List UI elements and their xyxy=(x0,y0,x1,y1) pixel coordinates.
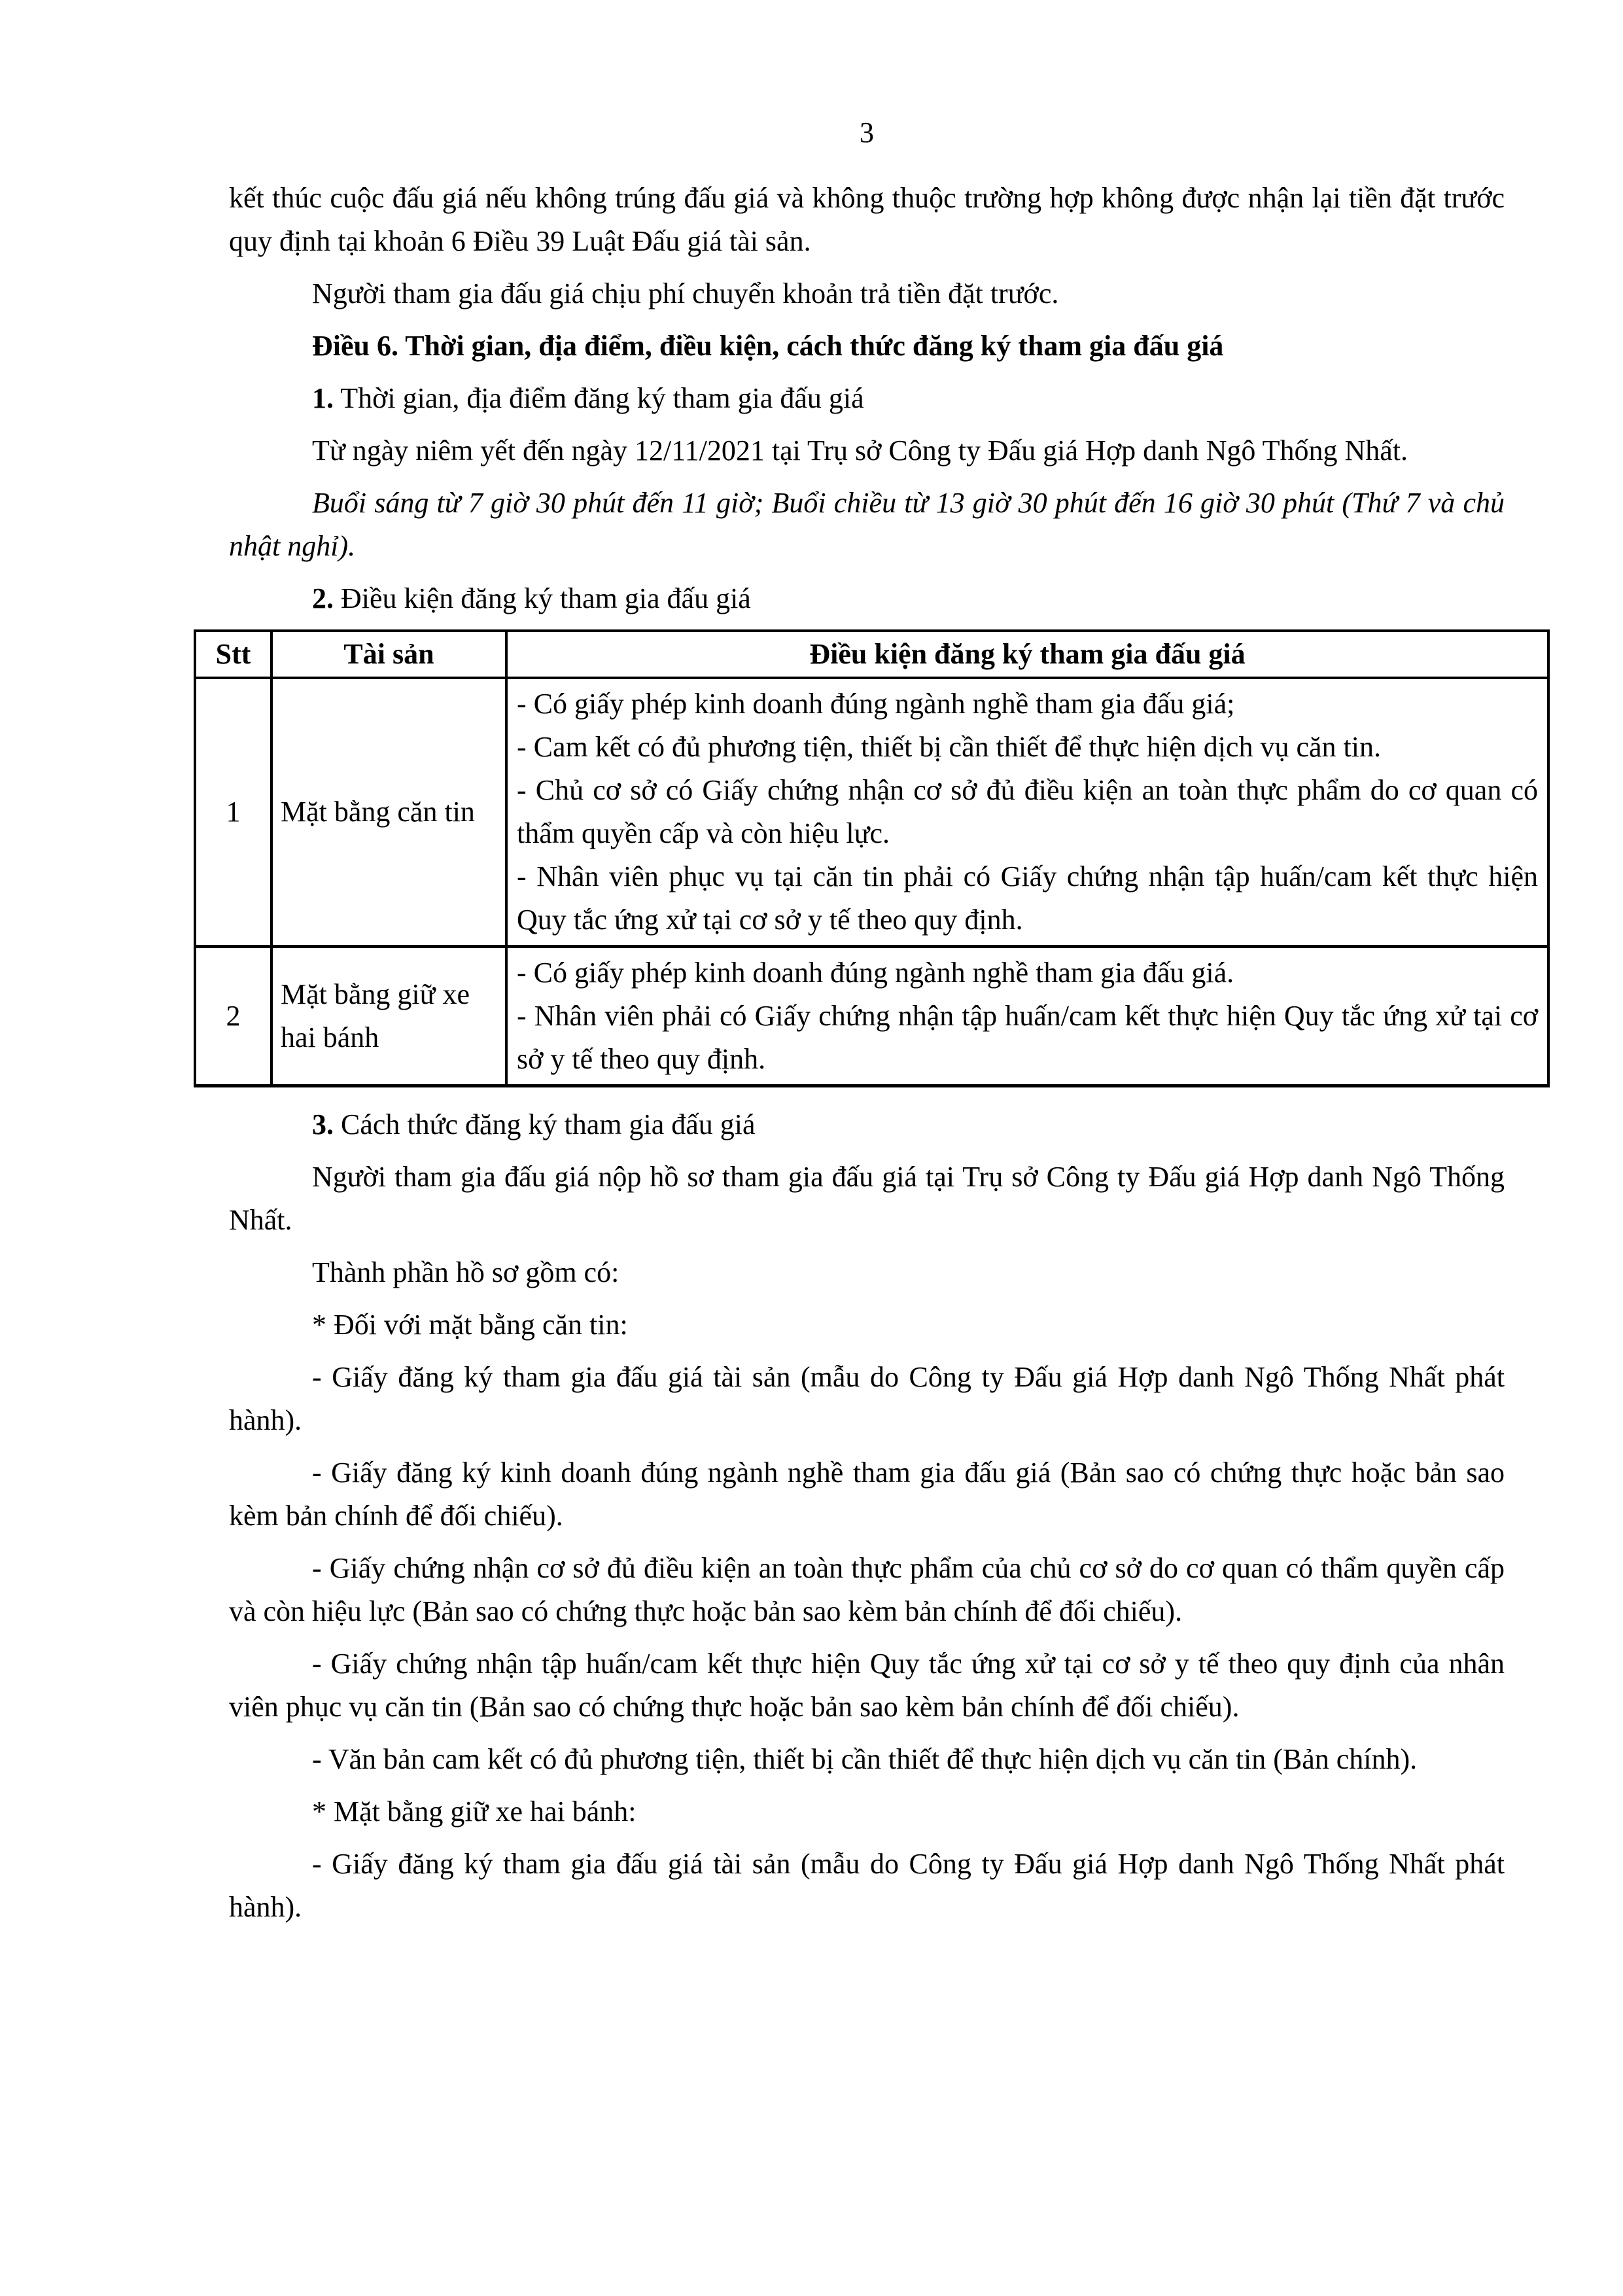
conditions-table xyxy=(194,629,1550,1087)
paragraph-canteen-label: * Đối với mặt bằng căn tin: xyxy=(312,1309,628,1341)
table-row xyxy=(195,947,1548,1086)
table-row xyxy=(195,678,1548,947)
section-number: 2. xyxy=(312,582,334,614)
section-3-heading xyxy=(229,1103,1505,1146)
condition-line: - Chủ cơ sở có Giấy chứng nhận cơ sở đủ điều kiện an toàn thực phẩm do cơ quan có thẩm quyền cấp và còn hiệu lực. xyxy=(517,774,1538,849)
section-title: Cách thức đăng ký tham gia đấu giá xyxy=(334,1108,756,1140)
section-title: Thời gian, địa điểm đăng ký tham gia đấu giá xyxy=(334,382,864,414)
stt-cell: 2 xyxy=(195,947,271,1086)
paragraph: Người tham gia đấu giá nộp hồ sơ tham gia đấu giá tại Trụ sở Công ty Đấu giá Hợp danh Ngô Thống Nhất. xyxy=(229,1161,1505,1236)
bullet-paragraph: - Giấy chứng nhận tập huấn/cam kết thực hiện Quy tắc ứng xử tại cơ sở y tế theo quy định của nhân viên phục vụ căn tin (Bản sao có chứng thực hoặc bản sao kèm bản chính để đối chiếu). xyxy=(229,1648,1505,1723)
asset-cell: Mặt bằng căn tin xyxy=(271,678,506,947)
bullet-paragraph: - Văn bản cam kết có đủ phương tiện, thiết bị cần thiết để thực hiện dịch vụ căn tin (Bản chính). xyxy=(312,1743,1418,1775)
bullet-paragraph: - Giấy đăng ký kinh doanh đúng ngành nghề tham gia đấu giá (Bản sao có chứng thực hoặc bản sao kèm bản chính để đối chiếu). xyxy=(229,1457,1505,1532)
stt-cell: 1 xyxy=(195,678,271,947)
header-cell-conditions: Điều kiện đăng ký tham gia đấu giá xyxy=(506,631,1548,678)
bullet-paragraph: - Giấy đăng ký tham gia đấu giá tài sản (mẫu do Công ty Đấu giá Hợp danh Ngô Thống Nhất phát hành). xyxy=(229,1361,1505,1436)
conditions-cell xyxy=(506,678,1548,947)
bullet-paragraph: - Giấy đăng ký tham gia đấu giá tài sản (mẫu do Công ty Đấu giá Hợp danh Ngô Thống Nhất phát hành). xyxy=(229,1848,1505,1923)
condition-line: - Nhân viên phải có Giấy chứng nhận tập huấn/cam kết thực hiện Quy tắc ứng xử tại cơ sở y tế theo quy định. xyxy=(517,1000,1538,1075)
asset-cell: Mặt bằng giữ xe hai bánh xyxy=(271,947,506,1086)
bullet-paragraph: - Giấy chứng nhận cơ sở đủ điều kiện an toàn thực phẩm của chủ cơ sở do cơ quan có thẩm quyền cấp và còn hiệu lực (Bản sao có chứng thực hoặc bản sao kèm bản chính để đối chiếu). xyxy=(229,1552,1505,1627)
condition-line: - Nhân viên phục vụ tại căn tin phải có Giấy chứng nhận tập huấn/cam kết thực hiện Quy tắc ứng xử tại cơ sở y tế theo quy định. xyxy=(517,860,1538,936)
section-number: 3. xyxy=(312,1108,334,1140)
page-number: 3 xyxy=(860,116,874,149)
condition-line: - Cam kết có đủ phương tiện, thiết bị cần thiết để thực hiện dịch vụ căn tin. xyxy=(517,731,1381,763)
header-cell-stt: Stt xyxy=(195,631,271,678)
condition-line: - Có giấy phép kinh doanh đúng ngành nghề tham gia đấu giá. xyxy=(517,957,1234,989)
article-heading: Điều 6. Thời gian, địa điểm, điều kiện, cách thức đăng ký tham gia đấu giá xyxy=(312,330,1224,362)
paragraph: Từ ngày niêm yết đến ngày 12/11/2021 tại Trụ sở Công ty Đấu giá Hợp danh Ngô Thống Nhất. xyxy=(312,434,1408,467)
section-number: 1. xyxy=(312,382,334,414)
paragraph-schedule: Buổi sáng từ 7 giờ 30 phút đến 11 giờ; Buổi chiều từ 13 giờ 30 phút đến 16 giờ 30 phút (Thứ 7 và chủ nhật nghỉ). xyxy=(229,487,1505,562)
paragraph-continued: kết thúc cuộc đấu giá nếu không trúng đấu giá và không thuộc trường hợp không được nhận lại tiền đặt trước quy định tại khoản 6 Điều 39 Luật Đấu giá tài sản. xyxy=(229,182,1505,257)
section-1-heading xyxy=(229,377,1505,420)
paragraph-parking-label: * Mặt bằng giữ xe hai bánh: xyxy=(312,1795,637,1828)
paragraph: Người tham gia đấu giá chịu phí chuyển khoản trả tiền đặt trước. xyxy=(312,277,1059,309)
header-cell-asset: Tài sản xyxy=(271,631,506,678)
section-2-heading xyxy=(229,577,1505,620)
section-title: Điều kiện đăng ký tham gia đấu giá xyxy=(334,582,751,614)
conditions-cell xyxy=(506,947,1548,1086)
paragraph: Thành phần hồ sơ gồm có: xyxy=(312,1256,620,1288)
table-header-row xyxy=(195,631,1548,678)
condition-line: - Có giấy phép kinh doanh đúng ngành nghề tham gia đấu giá; xyxy=(517,688,1235,720)
